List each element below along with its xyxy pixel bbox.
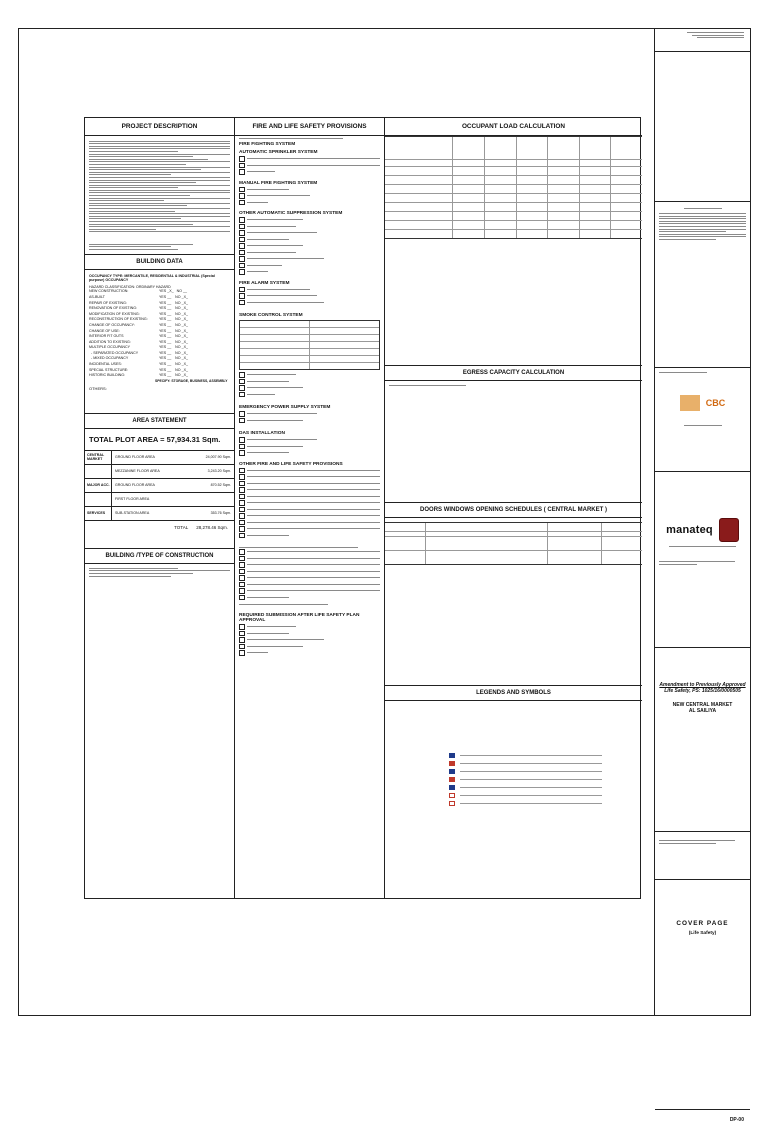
hazard-classification: HAZARD CLASSIFICATION: ORDINARY HAZARD — [89, 284, 171, 289]
area-floor: MEZZANINE FLOOR AREA — [115, 469, 160, 474]
tb-drawing — [655, 920, 750, 1110]
building-data-label: NEW CONSTRUCTION: — [89, 289, 129, 294]
title-block — [654, 28, 750, 1123]
das-title: DAS INSTALLATION — [239, 431, 285, 436]
area-block — [85, 493, 112, 506]
area-total-label: TOTAL — [174, 524, 189, 530]
fire-life-safety-header: FIRE AND LIFE SAFETY PROVISIONS — [235, 118, 384, 136]
building-data-row — [89, 312, 230, 317]
area-value: 353.76 Sqm. — [210, 511, 231, 516]
area-floor: GROUND FLOOR AREA — [115, 483, 155, 488]
building-data-row — [89, 351, 230, 356]
building-data-value: YES __ NO _X_ — [159, 367, 188, 372]
occupancy-line: OCCUPANCY TYPE: MERCANTILE, RESIDENTIAL & INDUSTRIAL (Special purpose) OCCUPANCY — [89, 273, 215, 282]
alarm-title: FIRE ALARM SYSTEM — [239, 280, 290, 286]
building-data-row — [89, 323, 230, 328]
area-value: 3,243.20 Sqm. — [207, 469, 231, 474]
fire-extinguisher-icon — [449, 761, 455, 766]
legend-item — [449, 769, 602, 774]
area-block — [85, 465, 112, 478]
legend-item — [449, 785, 602, 790]
emergency-light-icon — [449, 785, 455, 790]
area-value: 870.52 Sqm. — [210, 483, 231, 488]
specify-line: SPECIFY: STORAGE, BUSINESS, ASSEMBLY — [155, 378, 228, 383]
drawing-title: COVER PAGE — [676, 920, 729, 927]
building-data-label: RECONSTRUCTION OF EXISTING: — [89, 317, 148, 322]
building-data-row — [89, 373, 230, 378]
construction-header: BUILDING /TYPE OF CONSTRUCTION — [85, 548, 234, 564]
sprinkler-title: AUTOMATIC SPRINKLER SYSTEM — [239, 150, 318, 155]
other-suppression-title: OTHER AUTOMATIC SUPPRESSION SYSTEM — [239, 211, 343, 216]
area-table — [85, 450, 234, 521]
building-data-row — [89, 306, 230, 311]
area-floor: SUB-STATION AREA — [115, 511, 150, 516]
egress-header: EGRESS CAPACITY CALCULATION — [385, 365, 642, 381]
tb-blank — [655, 52, 750, 202]
door-schedule-header: DOORS WINDOWS OPENING SCHEDULES ( CENTRAL MARKET ) — [385, 502, 642, 518]
building-data-label: AS-BUILT — [89, 294, 105, 299]
exit-sign-icon — [449, 753, 455, 758]
project-description-header: PROJECT DESCRIPTION — [85, 118, 234, 136]
area-total-row — [91, 525, 228, 530]
building-data-value: YES __ NO _X_ — [159, 300, 188, 305]
tb-cbc — [655, 372, 750, 472]
building-data-value: YES __ NO _X_ — [159, 339, 188, 344]
building-data-label: CHANGE OF OCCUPANCY: — [89, 322, 135, 327]
area-row — [85, 465, 234, 479]
consultant-logo — [680, 395, 700, 411]
occupant-load-header: OCCUPANT LOAD CALCULATION — [385, 118, 642, 136]
building-data-header: BUILDING DATA — [85, 254, 234, 270]
building-data-value: YES __ NO _X_ — [159, 362, 188, 367]
building-data-row — [89, 362, 230, 367]
area-block: MAJOR ACC. — [85, 479, 112, 492]
tb-client — [655, 518, 750, 648]
area-block: SERVICES — [85, 507, 112, 520]
amendment-title: Amendment to Previously Approved — [659, 682, 746, 688]
building-data-label: ADDITION TO EXISTING: — [89, 339, 131, 344]
required-submission-title: REQUIRED SUBMISSION AFTER LIFE SAFETY PLAN APPROVAL — [239, 613, 360, 624]
column-project — [85, 118, 235, 898]
drawing-subtitle: (Life Safety) — [688, 931, 717, 936]
legends-header: LEGENDS AND SYMBOLS — [385, 685, 642, 701]
main-content — [84, 117, 641, 899]
emergency-power-title: EMERGENCY POWER SUPPLY SYSTEM — [239, 405, 331, 410]
legend-item — [449, 777, 602, 782]
area-row — [85, 451, 234, 465]
legend-item — [449, 801, 602, 806]
manual-title: MANUAL FIRE FIGHTING SYSTEM — [239, 180, 318, 186]
building-data-value: YES __ NO _X_ — [159, 328, 188, 333]
area-value: 24,007.90 Sqm. — [205, 455, 231, 460]
building-data-row — [89, 356, 230, 361]
building-data-row — [89, 334, 230, 339]
area-statement-header: AREA STATEMENT — [85, 413, 234, 429]
building-data-value: YES __ NO _X_ — [159, 317, 188, 322]
area-block: CENTRAL MARKET — [85, 451, 112, 464]
building-data-value: YES _X_ NO __ — [159, 289, 187, 294]
building-data-value: YES __ NO _X_ — [159, 334, 188, 339]
tb-misc — [655, 840, 750, 880]
area-floor: FIRST FLOOR AREA — [115, 497, 150, 502]
legend-list — [449, 753, 602, 806]
tb-header — [655, 32, 750, 52]
hazard-icon — [449, 801, 455, 806]
fire-fighting-title: FIRE FIGHTING SYSTEM — [239, 142, 296, 147]
project-location: AL SAILIYA — [688, 708, 717, 714]
building-data-row — [89, 340, 230, 345]
area-row — [85, 479, 234, 493]
drawing-number: DP-00 — [729, 1117, 744, 1123]
fire-hose-icon — [449, 769, 455, 774]
building-data-label: MODIFICATION OF EXISTING: — [89, 311, 140, 316]
seal-logo — [719, 518, 739, 542]
building-data-label: INCIDENTAL USES: — [89, 362, 122, 367]
building-data-row — [89, 289, 230, 294]
column-fire-safety — [235, 118, 385, 898]
area-row — [85, 507, 234, 521]
total-plot-area: TOTAL PLOT AREA = 57,934.31 Sqm. — [89, 434, 221, 444]
building-data-label: - SEPARATED OCCUPANCY — [89, 350, 139, 355]
building-data-label: RENOVATION OF EXISTING: — [89, 306, 137, 311]
legend-item — [449, 793, 602, 798]
building-data-value: YES __ NO _X_ — [159, 311, 188, 316]
warning-icon — [449, 793, 455, 798]
building-data-row — [89, 368, 230, 373]
legend-item — [449, 761, 602, 766]
smoke-title: SMOKE CONTROL SYSTEM — [239, 313, 303, 318]
building-data-label: INTERIOR FIT OUTS — [89, 334, 124, 339]
building-data-value: YES __ NO _X_ — [159, 345, 188, 350]
building-data-row — [89, 345, 230, 350]
building-data-value: YES __ NO _X_ — [159, 350, 188, 355]
fire-alarm-icon — [449, 777, 455, 782]
building-data-items — [85, 289, 234, 378]
others-line: OTHERS: — [89, 385, 107, 391]
building-data-row — [89, 329, 230, 334]
building-data-value: YES __ NO _X_ — [159, 373, 188, 378]
manateq-logo: manateq — [666, 524, 713, 536]
tb-approval — [655, 208, 750, 368]
building-data-label: REPAIR OF EXISTING: — [89, 300, 127, 305]
building-data-value: YES __ NO _X_ — [159, 306, 188, 311]
building-data-label: HISTORIC BUILDING: — [89, 373, 126, 378]
project-name: NEW CENTRAL MARKET — [672, 702, 733, 708]
door-schedule-table — [385, 522, 642, 565]
other-provisions-title: OTHER FIRE AND LIFE SAFETY PROVISIONS — [239, 461, 343, 467]
legend-item — [449, 753, 602, 758]
building-data-row — [89, 301, 230, 306]
tb-project — [655, 682, 750, 832]
building-data-row — [89, 317, 230, 322]
area-floor: GROUND FLOOR AREA — [115, 455, 155, 460]
amendment-ref: Life Safety, PS: 1025/16/0000505 — [664, 688, 741, 694]
smoke-grid — [239, 320, 380, 370]
building-data-label: SPECIAL STRUCTURE: — [89, 367, 129, 372]
building-data-label: - MIXED OCCUPANCY — [89, 356, 129, 361]
area-total-value: 28,278.46 Sqm. — [196, 524, 228, 530]
building-data-value: YES __ NO _X_ — [159, 322, 188, 327]
column-occupancy — [385, 118, 642, 898]
cbc-logo: CBC — [705, 398, 726, 408]
building-data-value: YES __ NO _X_ — [159, 294, 188, 299]
building-data-value: YES __ NO _X_ — [159, 356, 188, 361]
building-data-row — [89, 295, 230, 300]
occupant-load-table — [385, 136, 642, 239]
building-data-label: CHANGE OF USE: — [89, 328, 120, 333]
area-row — [85, 493, 234, 507]
building-data-label: MULTIPLE OCCUPANCY — [89, 345, 131, 350]
